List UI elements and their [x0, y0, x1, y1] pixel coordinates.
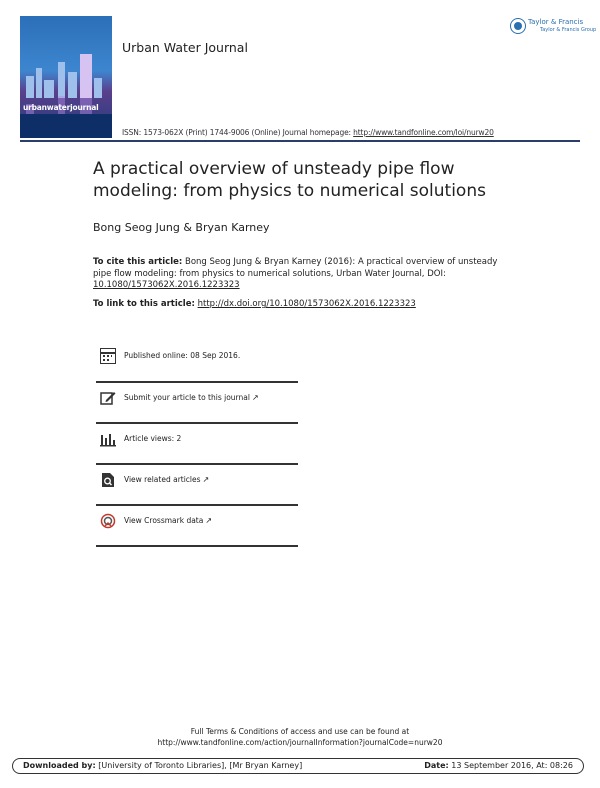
- download-date: [424, 761, 573, 770]
- citation-label: To cite this article:: [93, 257, 183, 267]
- issn-text: ISSN: 1573-062X (Print) 1744-9006 (Online) Journal homepage:: [122, 128, 354, 137]
- edit-icon: [100, 390, 116, 406]
- article-link-label: To link to this article:: [93, 299, 195, 309]
- article-link-block: [93, 299, 503, 311]
- publisher-logo[interactable]: [510, 16, 597, 38]
- crossmark-icon: [100, 513, 116, 529]
- related-articles-row[interactable]: [96, 464, 298, 504]
- header-divider: [20, 140, 580, 142]
- calendar-icon: [100, 348, 116, 364]
- cover-title: urbanwaterjournal: [23, 103, 99, 112]
- article-views-row: [96, 423, 298, 463]
- published-online-row: [96, 340, 298, 380]
- publisher-logo-text: Taylor & Francis: [528, 18, 584, 26]
- publisher-logo-subtext: Taylor & Francis Group: [540, 27, 597, 33]
- citation-text: Bong Seog Jung & Bryan Karney (2016): A practical overview of unsteady pipe flow modeling: from physics to numerical solutions, Urban Water Journal, DOI:: [93, 257, 498, 279]
- citation-block: [93, 257, 503, 292]
- article-authors: Bong Seog Jung & Bryan Karney: [93, 221, 270, 234]
- related-articles-link[interactable]: View related articles ↗: [124, 475, 210, 484]
- citation-doi-link[interactable]: 10.1080/1573062X.2016.1223323: [93, 280, 240, 290]
- downloaded-by: [23, 761, 302, 770]
- download-date-label: Date:: [424, 761, 449, 770]
- issn-line: [122, 128, 494, 137]
- crossmark-link[interactable]: View Crossmark data ↗: [124, 516, 213, 525]
- document-search-icon: [100, 472, 116, 488]
- external-link-icon: ↗: [251, 393, 259, 402]
- row-divider: [96, 545, 298, 547]
- external-link-icon: ↗: [205, 516, 213, 525]
- published-online-text: Published online: 08 Sep 2016.: [124, 351, 241, 360]
- article-views-text: Article views: 2: [124, 434, 182, 443]
- terms-link[interactable]: http://www.tandfonline.com/action/journalInformation?journalCode=nurw20: [157, 738, 443, 747]
- journal-name: Urban Water Journal: [122, 40, 248, 55]
- journal-cover-image: [20, 16, 112, 138]
- downloaded-by-label: Downloaded by:: [23, 761, 96, 770]
- external-link-icon: ↗: [202, 475, 210, 484]
- article-doi-link[interactable]: http://dx.doi.org/10.1080/1573062X.2016.1223323: [197, 299, 416, 309]
- publisher-logo-icon: [510, 18, 526, 34]
- download-date-value: 13 September 2016, At: 08:26: [451, 761, 573, 770]
- download-info-bar: [12, 758, 584, 774]
- article-title: A practical overview of unsteady pipe flow modeling: from physics to numerical solutions: [93, 159, 486, 201]
- terms-text: Full Terms & Conditions of access and use can be found at: [190, 727, 410, 736]
- terms-note: [0, 726, 600, 748]
- journal-homepage-link[interactable]: http://www.tandfonline.com/loi/nurw20: [353, 128, 494, 137]
- downloaded-by-value: [University of Toronto Libraries], [Mr Bryan Karney]: [98, 761, 303, 770]
- bar-chart-icon: [100, 431, 116, 447]
- submit-article-link[interactable]: Submit your article to this journal ↗: [124, 393, 259, 402]
- crossmark-row[interactable]: [96, 505, 298, 545]
- submit-article-row[interactable]: [96, 382, 298, 422]
